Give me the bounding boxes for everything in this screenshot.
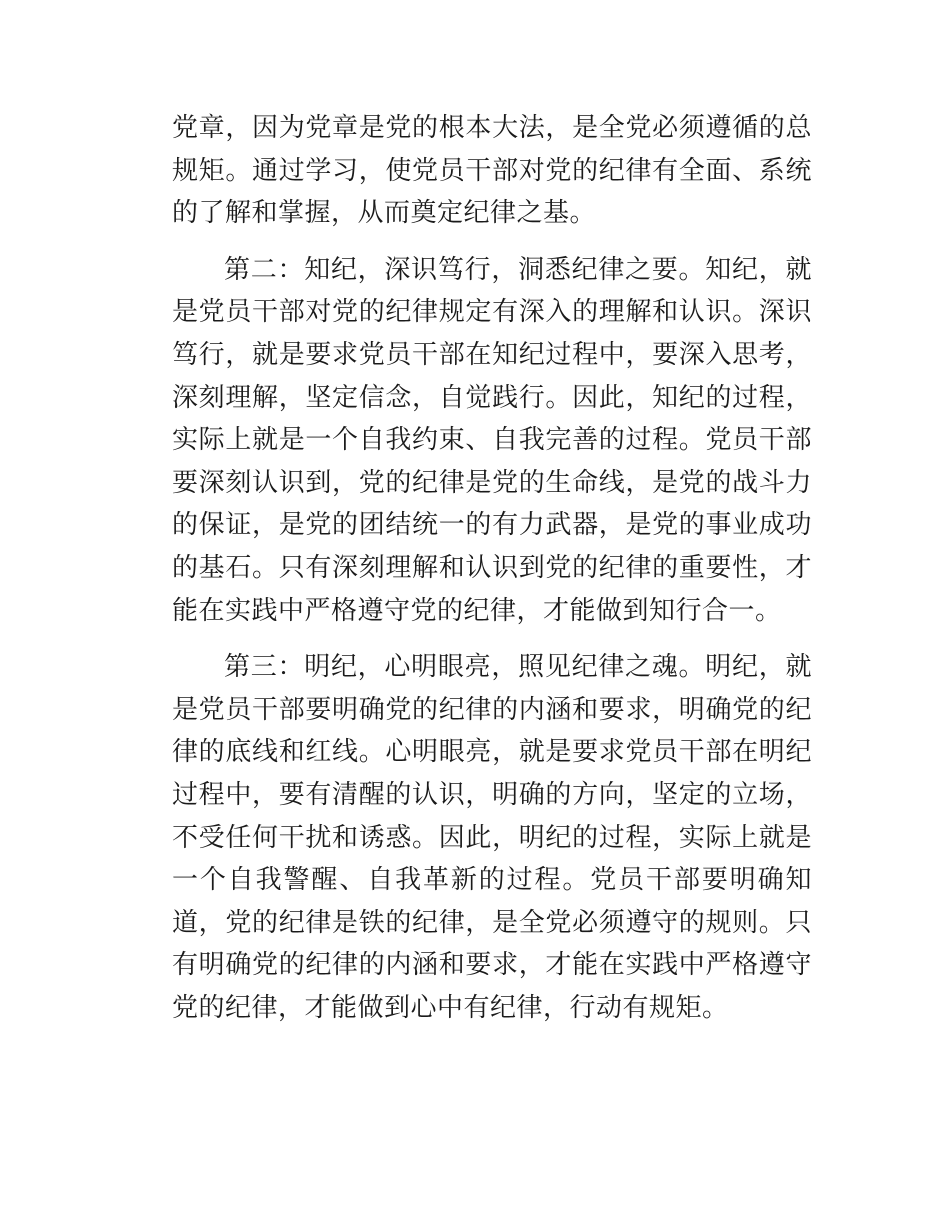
paragraph-third-mingji: 第三：明纪，心明眼亮，照见纪律之魂。明纪，就是党员干部要明确党的纪律的内涵和要求，明确党的纪律的底线和红线。心明眼亮，就是要求党员干部在明纪过程中，要有清醒的认识，明确的方向，坚定的立场，不受任何干扰和诱惑。因此，明纪的过程，实际上就是一个自我警醒、自我革新的过程。党员干部要明确知道，党的纪律是铁的纪律，是全党必须遵守的规则。只有明确党的纪律的内涵和要求，才能在实践中严格遵守党的纪律，才能做到心中有纪律，行动有规矩。: [172, 652, 812, 1023]
document-body: [172, 107, 812, 1029]
paragraph-second-zhiji: 第二：知纪，深识笃行，洞悉纪律之要。知纪，就是党员干部对党的纪律规定有深入的理解和认识。深识笃行，就是要求党员干部在知纪过程中，要深入思考，深刻理解，坚定信念，自觉践行。因此，知纪的过程，实际上就是一个自我约束、自我完善的过程。党员干部要深刻认识到，党的纪律是党的生命线，是党的战斗力的保证，是党的团结统一的有力武器，是党的事业成功的基石。只有深刻理解和认识到党的纪律的重要性，才能在实践中严格遵守党的纪律，才能做到知行合一。: [172, 254, 812, 626]
paragraph-continued: 党章，因为党章是党的根本大法，是全党必须遵循的总规矩。通过学习，使党员干部对党的纪律有全面、系统的了解和掌握，从而奠定纪律之基。: [172, 113, 812, 229]
